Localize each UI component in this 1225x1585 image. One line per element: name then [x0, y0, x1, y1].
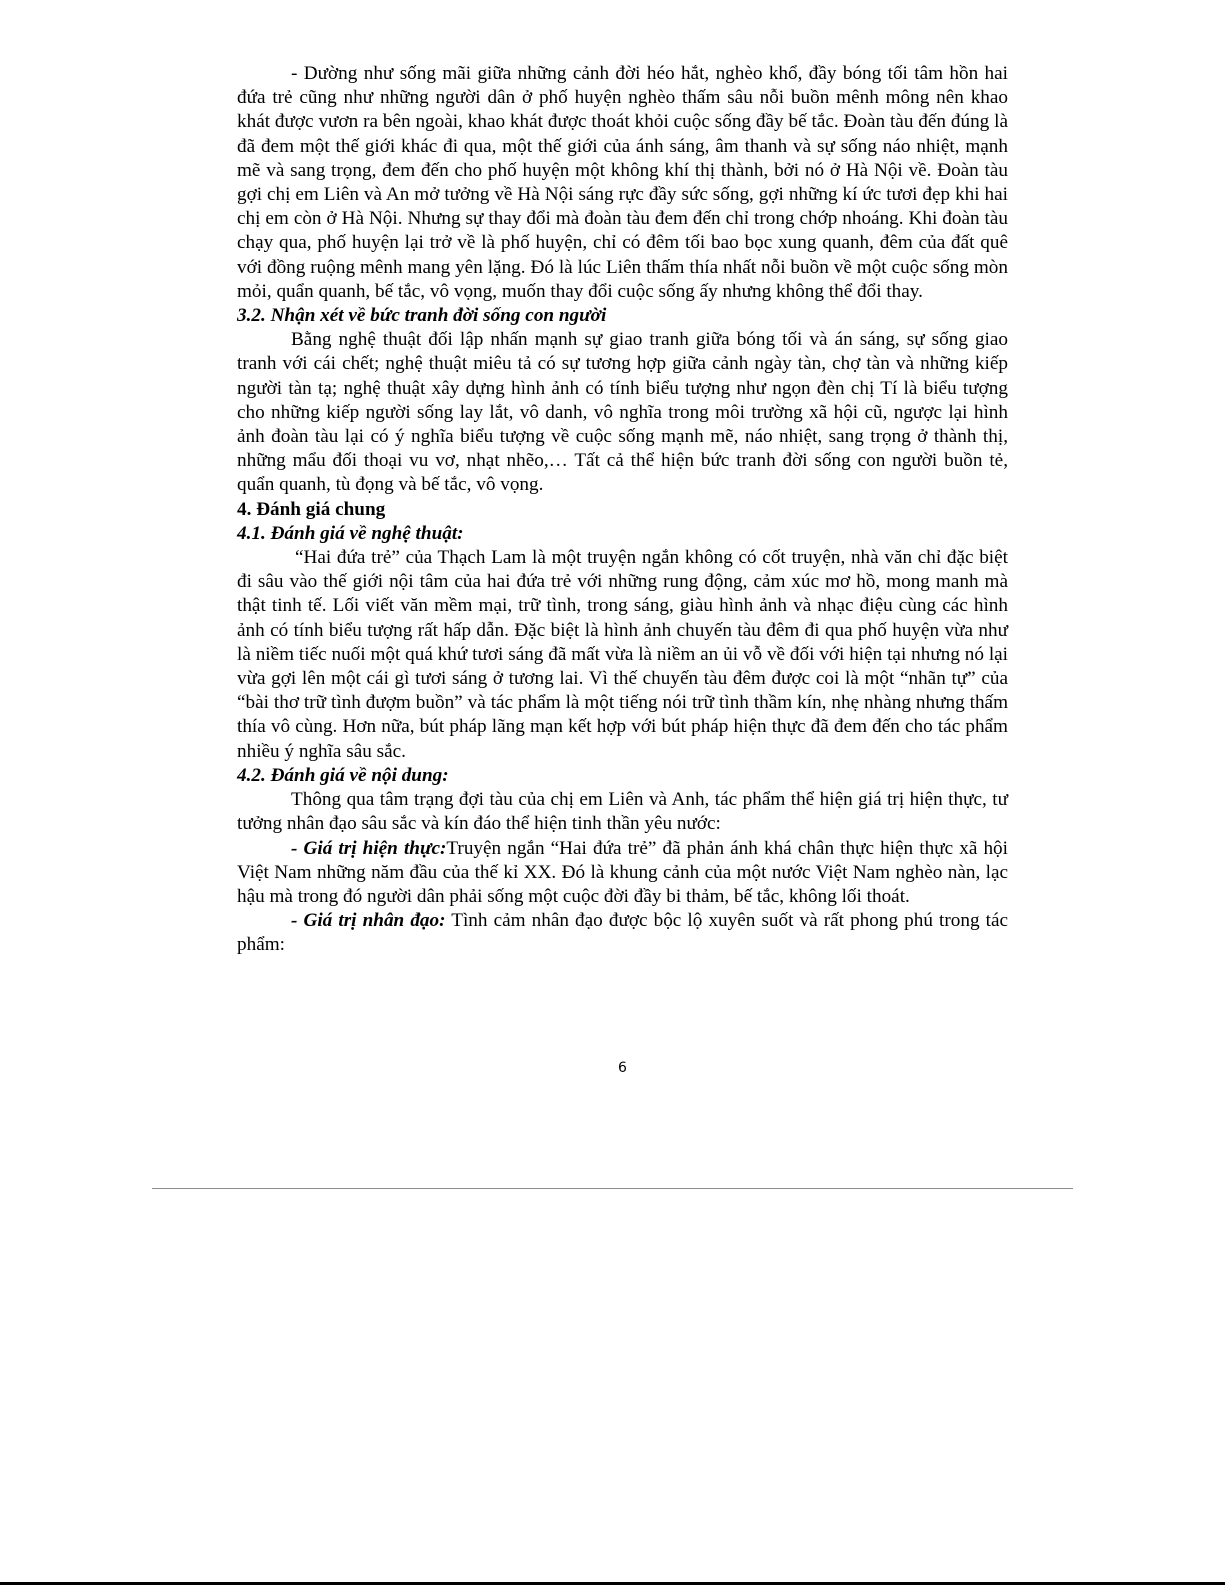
heading-4-1: 4.1. Đánh giá về nghệ thuật: [237, 522, 464, 544]
paragraph-content-intro: Thông qua tâm trạng đợi tàu của chị em Liên và Anh, tác phẩm thể hiện giá trị hiện thực, tư tưởng nhân đạo sâu sắc và kín đáo thể hiện tinh thần yêu nước: [237, 789, 1008, 835]
paragraph-humanist-value [237, 909, 1008, 957]
page-number: 6 [618, 1060, 627, 1076]
paragraph-life-picture: Bằng nghệ thuật đối lập nhấn mạnh sự giao tranh giữa bóng tối và án sáng, sự sống giao tranh với cái chết; nghệ thuật miêu tả có sự tương hợp giữa cảnh ngày tàn, chợ tàn và những kiếp người tàn tạ; nghệ thuật xây dựng hình ảnh có tính biểu tượng như ngọn đèn chị Tí là biểu tượng cho những kiếp người sống lay lắt, vô danh, vô nghĩa trong môi trường xã hội cũ, ngược lại hình ảnh đoàn tàu lại có ý nghĩa biểu tượng về cuộc sống mạnh mẽ, náo nhiệt, sang trọng ở thành thị, những mẩu đối thoại vu vơ, nhạt nhẽo,… Tất cả thể hiện bức tranh đời sống con người buồn tẻ, quẩn quanh, tù đọng và bế tắc, vô vọng. [237, 329, 1008, 496]
humanist-value-label: - Giá trị nhân đạo: [291, 910, 446, 932]
realist-value-text: Truyện ngắn “Hai đứa trẻ” đã phản ánh khá chân thực hiện thực xã hội Việt Nam những năm đầu của thế kỉ XX. Đó là khung cảnh của một nước Việt Nam nghèo nàn, lạc hậu mà trong đó người dân phải sống một cuộc đời đầy bi thảm, bế tắc, không lối thoát. [237, 837, 1008, 907]
paragraph-realist-value [237, 837, 1008, 910]
paragraph-train-longing: - Dường như sống mãi giữa những cảnh đời héo hắt, nghèo khổ, đầy bóng tối tâm hồn hai đứa trẻ cũng như những người dân ở phố huyện nghèo thấm sâu nỗi buồn mênh mông nên khao khát được vươn ra bên ngoài, khao khát được thoát khỏi cuộc sống đầy bế tắc. Đoàn tàu đến đúng là đã đem một thế giới khác đi qua, một thế giới của ánh sáng, âm thanh và sự sống náo nhiệt, mạnh mẽ và sang trọng, đem đến cho phố huyện một không khí thị thành, bởi nó ở Hà Nội về. Đoàn tàu gợi chị em Liên và An mở tưởng về Hà Nội sáng rực đầy sức sống, gợi những kí ức tươi đẹp khi hai chị em còn ở Hà Nội. Nhưng sự thay đổi mà đoàn tàu đem đến chỉ trong chớp nhoáng. Khi đoàn tàu chạy qua, phố huyện lại trở về là phố huyện, chỉ có đêm tối bao bọc xung quanh, đêm của đất quê với đồng ruộng mênh mang yên lặng. Đó là lúc Liên thấm thía nhất nỗi buồn về một cuộc sống mòn mỏi, quẩn quanh, bế tắc, vô vọng, muốn thay đổi cuộc sống ấy nhưng không thể đổi thay. [237, 63, 1008, 302]
paragraph-art-evaluation: “Hai đứa trẻ” của Thạch Lam là một truyện ngắn không có cốt truyện, nhà văn chỉ đặc biệt đi sâu vào thế giới nội tâm của hai đứa trẻ với những rung động, cảm xúc mơ hồ, mong manh mà thật tinh tế. Lối viết văn mềm mại, trữ tình, trong sáng, giàu hình ảnh và nhạc điệu cùng các hình ảnh có tính biểu tượng rất hấp dẫn. Đặc biệt là hình ảnh chuyến tàu đêm đi qua phố huyện vừa như là niềm tiếc nuối một quá khứ tươi sáng đã mất vừa là niềm an ủi vỗ về đối với hiện tại nhưng nó lại vừa gợi lên một cái gì tươi sáng ở tương lai. Vì thế chuyến tàu đêm được coi là một “nhãn tự” của “bài thơ trữ tình đượm buồn” và tác phẩm là một tiếng nói trữ tình thầm kín, nhẹ nhàng nhưng thấm thía vô cùng. Hơn nữa, bút pháp lãng mạn kết hợp với bút pháp hiện thực đã đem đến cho tác phẩm nhiều ý nghĩa sâu sắc. [237, 547, 1008, 762]
humanist-value-text: Tình cảm nhân đạo được bộc lộ xuyên suốt và rất phong phú trong tác phẩm: [237, 910, 1009, 956]
heading-3-2: 3.2. Nhận xét về bức tranh đời sống con người [237, 305, 607, 327]
page-divider [152, 1188, 1073, 1189]
heading-4: 4. Đánh giá chung [237, 498, 386, 520]
heading-4-2: 4.2. Đánh giá về nội dung: [237, 764, 449, 786]
realist-value-label: - Giá trị hiện thực: [291, 837, 447, 859]
document-page [237, 62, 1008, 958]
